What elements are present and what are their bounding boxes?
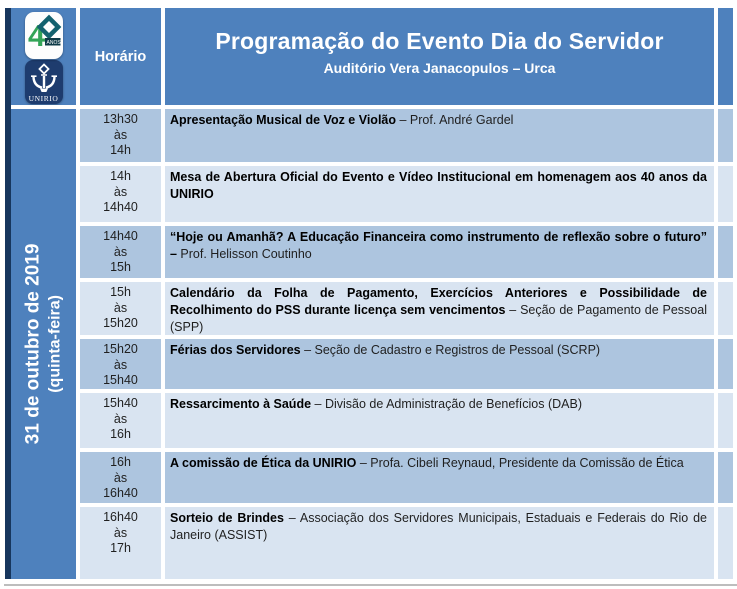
event-description [170, 510, 707, 544]
right-edge-cell [718, 452, 733, 503]
right-edge-cell [718, 339, 733, 389]
event-description [170, 285, 707, 335]
unirio-label: UNIRIO [28, 94, 59, 103]
event-detail-text: – Seção de Cadastro e Registros de Pessoal (SCRP) [300, 343, 601, 357]
time-line: 14h40 [103, 229, 138, 243]
forty-anos-logo [25, 12, 63, 59]
forty-anos-icon [25, 12, 63, 59]
right-edge-cell [718, 507, 733, 579]
event-description [170, 396, 707, 413]
time-line: 15h20 [103, 342, 138, 356]
unirio-logo [25, 60, 63, 104]
event-detail-text: – Seção de Pagamento de Pessoal (SPP) [170, 303, 707, 334]
time-line: 15h [110, 260, 131, 274]
time-cell [80, 226, 161, 278]
right-edge-header-cell [718, 8, 733, 105]
time-line: 13h30 [103, 112, 138, 126]
event-cell [165, 393, 714, 448]
time-line: 16h40 [103, 486, 138, 500]
event-title-text: Apresentação Musical de Voz e Violão [170, 113, 397, 127]
time-cell [80, 507, 161, 579]
time-line: às [113, 357, 128, 372]
event-title-text: A comissão de Ética da UNIRIO [170, 456, 357, 470]
date-banner [11, 109, 76, 579]
event-title-text: Mesa de Abertura Oficial do Evento e Vídeo Institucional em homenagem aos 40 anos da UNIRIO [170, 170, 707, 201]
time-line: 16h [110, 427, 131, 441]
right-edge-cell [718, 166, 733, 222]
time-line: às [113, 525, 128, 540]
event-detail-text: – Divisão de Administração de Benefícios (DAB) [311, 397, 583, 411]
event-title-text: Ressarcimento à Saúde [170, 397, 312, 411]
event-cell [165, 452, 714, 503]
right-edge-cell [718, 226, 733, 278]
event-description [170, 169, 707, 203]
event-detail-text: Prof. Helisson Coutinho [176, 247, 312, 261]
event-description [170, 455, 707, 472]
event-title-text: Calendário da Folha de Pagamento, Exercícios Anteriores e Possibilidade de Recolhimento do PSS durante licença sem vencimentos [170, 286, 707, 317]
event-title-text: Férias dos Servidores [170, 343, 301, 357]
time-line: 16h40 [103, 510, 138, 524]
event-detail-text: – Prof. André Gardel [396, 113, 514, 127]
event-title-text: “Hoje ou Amanhã? A Educação Financeira como instrumento de reflexão sobre o futuro” – [170, 230, 707, 261]
svg-text:4: 4 [27, 18, 45, 53]
event-description [170, 342, 707, 359]
event-cell [165, 339, 714, 389]
event-description [170, 229, 707, 263]
event-cell [165, 282, 714, 335]
time-line: às [113, 470, 128, 485]
time-cell [80, 339, 161, 389]
time-line: às [113, 127, 128, 142]
right-edge-cell [718, 282, 733, 335]
time-cell [80, 109, 161, 162]
event-detail-text: – Profa. Cibeli Reynaud, Presidente da Comissão de Ética [356, 456, 684, 470]
time-column-header-label: Horário [94, 48, 147, 65]
svg-text:ANOS: ANOS [46, 39, 61, 46]
time-line: 15h [110, 285, 131, 299]
event-title-text: Sorteio de Brindes [170, 511, 284, 525]
time-line: 14h40 [103, 200, 138, 214]
unirio-trident-icon [27, 63, 61, 93]
time-line: 17h [110, 541, 131, 555]
time-line: 16h [110, 455, 131, 469]
time-line: às [113, 300, 128, 315]
time-cell [80, 166, 161, 222]
logo-cell [11, 8, 76, 105]
time-line: às [113, 184, 128, 199]
event-header [165, 8, 714, 105]
event-title: Programação do Evento Dia do Servidor [215, 27, 664, 54]
time-line: às [113, 411, 128, 426]
bottom-divider [4, 584, 737, 586]
time-cell [80, 393, 161, 448]
time-cell [80, 452, 161, 503]
right-edge-cell [718, 109, 733, 162]
event-description [170, 112, 707, 129]
program-table [11, 8, 733, 579]
time-line: 14h [110, 143, 131, 157]
event-cell [165, 109, 714, 162]
time-line: às [113, 244, 128, 259]
event-subtitle: Auditório Vera Janacopulos – Urca [323, 59, 556, 76]
time-column-header [80, 8, 161, 105]
time-line: 15h40 [103, 396, 138, 410]
date-banner-text [22, 244, 66, 445]
date-label: 31 de outubro de 2019 [22, 243, 44, 445]
right-edge-cell [718, 393, 733, 448]
weekday-label: (quinta-feira) [46, 295, 64, 393]
time-line: 15h40 [103, 373, 138, 387]
event-detail-text: – Associação dos Servidores Municipais, Estaduais e Federais do Rio de Janeiro (ASSIST) [170, 511, 707, 542]
time-line: 14h [110, 169, 131, 183]
event-cell [165, 166, 714, 222]
event-cell [165, 507, 714, 579]
time-line: 15h20 [103, 316, 138, 330]
event-cell [165, 226, 714, 278]
time-cell [80, 282, 161, 335]
